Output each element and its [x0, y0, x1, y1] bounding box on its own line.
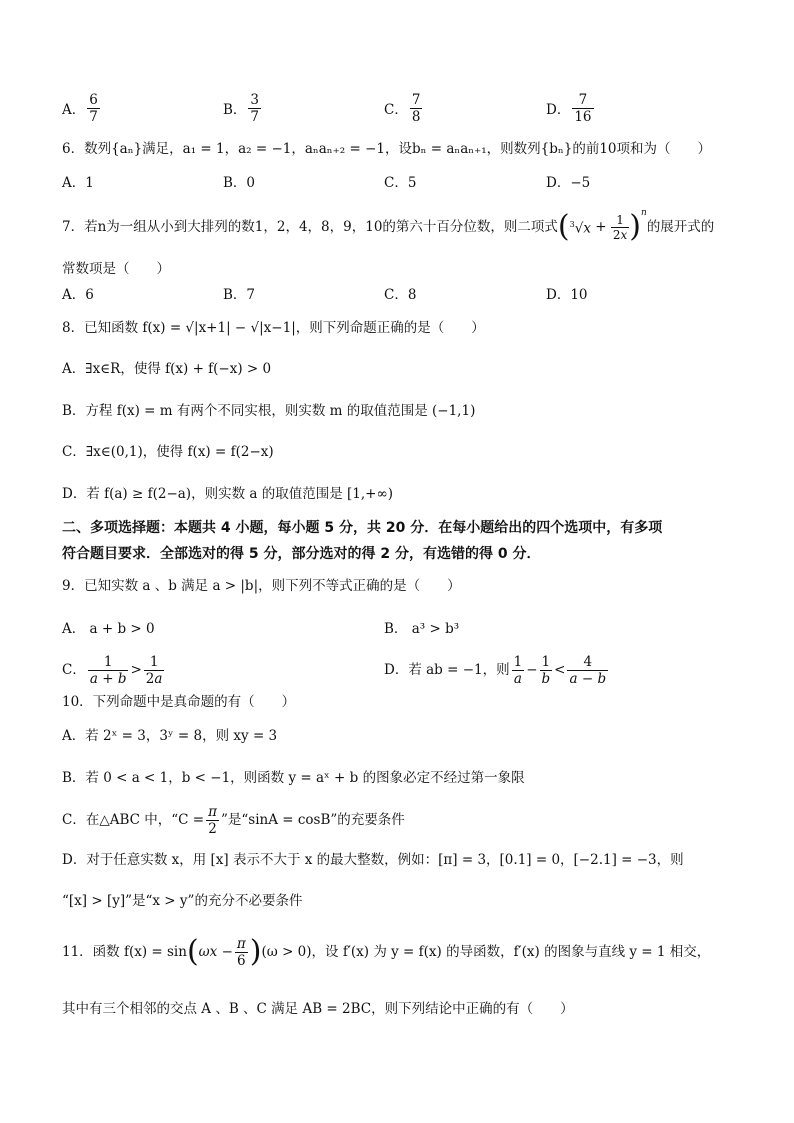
denominator: a − b [569, 670, 607, 687]
q10-option-c [62, 800, 405, 840]
denominator: 6 [237, 952, 246, 969]
q7-option-b: B．7 [223, 287, 256, 303]
numerator: 1 [149, 653, 159, 670]
cube-root: $^3$√x [569, 220, 591, 237]
denominator: 8 [411, 108, 421, 125]
numerator: π [208, 803, 217, 820]
q11-stem-line2: 其中有三个相邻的交点 A 、B 、C 满足 AB = 2BC，则下列结论中正确的有（ ） [62, 1001, 574, 1017]
q10-option-b: B．若 0 < a < 1，b < −1，则函数 y = aˣ + b 的图象必定不经过第一象限 [62, 770, 525, 786]
numerator: 3 [250, 91, 260, 108]
right-paren: ) [249, 934, 262, 969]
plus-sign: + [590, 219, 611, 235]
denominator: 2a [145, 670, 163, 687]
fraction-pi-over-2 [206, 804, 219, 837]
lt-sign: < [554, 662, 566, 678]
q6-option-a: A．1 [62, 175, 94, 191]
q7-option-d: D．10 [546, 287, 588, 303]
q9-option-a: A． a + b > 0 [62, 621, 155, 637]
numerator: 1 [616, 212, 624, 227]
q5-option-d [546, 86, 596, 130]
q6-option-d: D．−5 [546, 175, 591, 191]
q6-stem: 6．数列{aₙ}满足，a₁ = 1，a₂ = −1，aₙaₙ₊₂ = −1，设bₙ = aₙaₙ₊₁，则数列{bₙ}的前10项和为（ ） [62, 141, 711, 157]
q7-stem [62, 210, 714, 244]
fraction [572, 92, 593, 125]
q8-option-d: D．若 f(a) ≥ f(2−a)，则实数 a 的取值范围是 [1,+∞) [62, 486, 393, 502]
fraction [144, 654, 165, 687]
q9-option-b: B． a³ > b³ [384, 621, 460, 637]
fraction [248, 92, 261, 125]
q10-option-a: A．若 2ˣ = 3，3ʸ = 8，则 xy = 3 [62, 728, 278, 744]
q8-stem: 8．已知函数 f(x) = √|x+1| − √|x−1|，则下列命题正确的是（ ） [62, 320, 485, 336]
q9-stem: 9．已知实数 a 、b 满足 a > |b|，则下列不等式正确的是（ ） [62, 578, 461, 594]
q10-option-c-post: ”是“sinA = cosB”的充要条件 [220, 812, 405, 828]
q9-option-d [384, 650, 610, 690]
section2-heading-line2: 符合题目要求．全部选对的得 5 分，部分选对的得 2 分，有选错的得 0 分． [62, 546, 541, 562]
denominator: a + b [89, 670, 127, 687]
q6-option-b: B．0 [223, 175, 256, 191]
fraction-pi-over-6 [235, 936, 248, 969]
q7-stem-line2: 常数项是（ ） [62, 261, 170, 277]
q5-option-a [62, 86, 102, 130]
numerator: 1 [513, 653, 523, 670]
numerator: π [236, 935, 246, 952]
denominator: 2x [612, 227, 628, 242]
numerator: 4 [583, 653, 593, 670]
denominator: 7 [89, 108, 98, 125]
q11-stem-pre: 11．函数 f(x) = sin [62, 944, 187, 960]
section2-heading-line1: 二、多项选择题：本题共 4 小题，每小题 5 分，共 20 分．在每小题给出的四个选项中，有多项 [62, 520, 663, 536]
numerator: 1 [541, 653, 551, 670]
q10-option-d-line1: D．对于任意实数 x，用 [x] 表示不大于 x 的最大整数，例如：[π] = 3，[0.1] = 0，[−2.1] = −3，则 [62, 852, 684, 868]
q9-option-c [62, 650, 166, 690]
left-paren: ( [186, 934, 199, 969]
denominator: 16 [574, 108, 592, 125]
q11-stem-post: (ω > 0)，设 f′(x) 为 y = f(x) 的导函数，f′(x) 的图象与直线 y = 1 相交， [261, 944, 711, 960]
q8-option-c: C．∃x∈(0,1)，使得 f(x) = f(2−x) [62, 444, 274, 460]
numerator: 6 [89, 91, 98, 108]
left-paren: ( [557, 209, 570, 244]
fraction [540, 654, 553, 687]
fraction-1-over-2x [611, 213, 629, 242]
q10-stem: 10．下列命题中是真命题的有（ ） [62, 694, 296, 710]
q5-option-c [384, 86, 424, 130]
numerator: 7 [411, 91, 421, 108]
omega-x: ωx − [198, 944, 233, 960]
numerator: 7 [578, 91, 588, 108]
exponent-n: n [641, 208, 647, 218]
minus-sign: − [526, 662, 538, 678]
fraction [88, 654, 129, 687]
q8-option-b: B．方程 f(x) = m 有两个不同实根，则实数 m 的取值范围是 (−1,1) [62, 403, 476, 419]
option-label: C． [62, 662, 86, 678]
q10-option-d-line2: “[x] > [y]”是“x > y”的充分不必要条件 [62, 893, 303, 909]
numerator: 1 [103, 653, 113, 670]
q11-stem [62, 932, 710, 972]
q7-option-c: C．8 [384, 287, 417, 303]
q6-option-c: C．5 [384, 175, 417, 191]
q7-stem-part1: 7．若n为一组从小到大排列的数1，2，4，8，9，10的第六十百分位数，则二项式 [62, 219, 558, 235]
q7-option-a: A．6 [62, 287, 94, 303]
denominator: b [541, 670, 551, 687]
option-label: B． [223, 102, 247, 118]
denominator: a [513, 670, 522, 687]
option-label: D． [546, 102, 571, 118]
option-label: A． [62, 102, 86, 118]
denominator: 2 [208, 820, 217, 837]
fraction [410, 92, 423, 125]
gt-sign: > [130, 662, 142, 678]
q8-option-a: A．∃x∈R，使得 f(x) + f(−x) > 0 [62, 361, 272, 377]
q5-options [62, 86, 702, 130]
fraction [512, 654, 525, 687]
q5-option-b [223, 86, 263, 130]
q10-option-c-pre: C．在△ABC 中，“C = [62, 812, 205, 828]
option-label: C． [384, 102, 408, 118]
option-label: D．若 ab = −1，则 [384, 662, 510, 678]
q7-stem-part2: 的展开式的 [646, 219, 715, 235]
fraction [87, 92, 100, 125]
fraction [567, 654, 608, 687]
right-paren: ) [629, 209, 642, 244]
denominator: 7 [250, 108, 260, 125]
